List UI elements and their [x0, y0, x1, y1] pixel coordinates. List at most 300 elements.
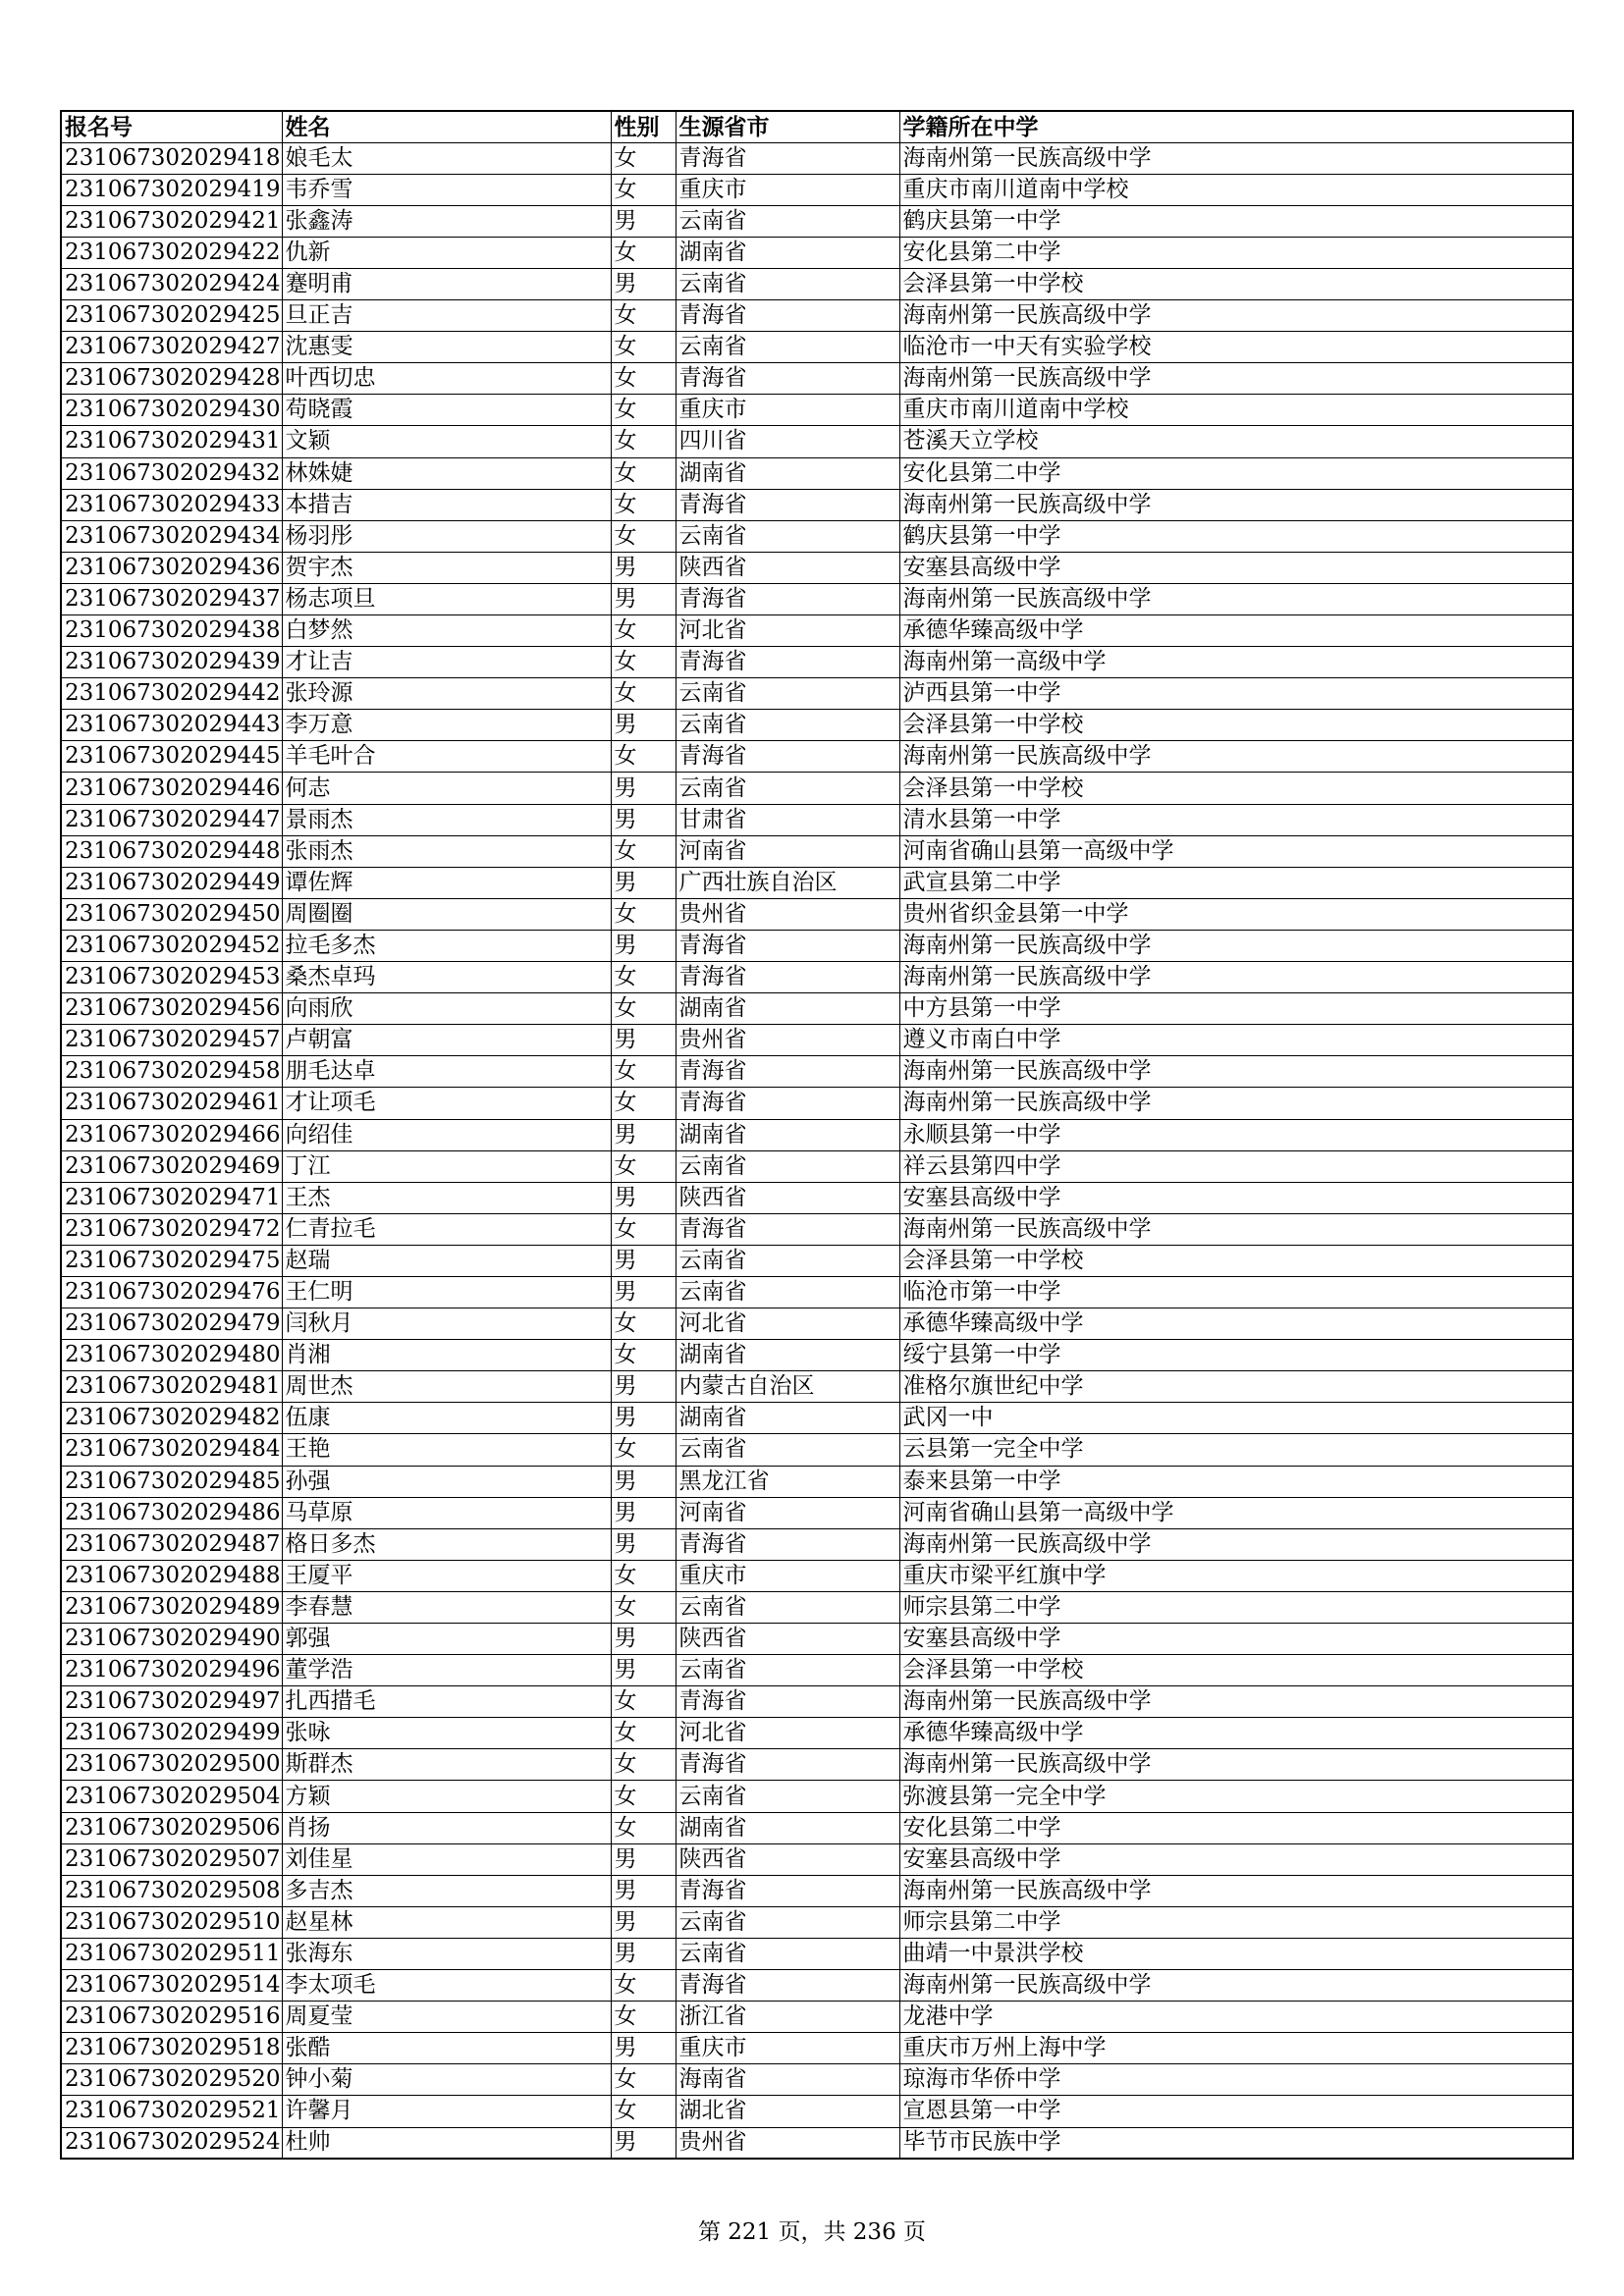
cell-registration-number: 231067302029428	[61, 363, 282, 395]
cell-school: 会泽县第一中学校	[899, 268, 1573, 299]
cell-name: 张玲源	[282, 678, 611, 710]
cell-school: 泸西县第一中学	[899, 678, 1573, 710]
table-row	[61, 993, 1573, 1025]
table-row	[61, 1749, 1573, 1781]
cell-registration-number: 231067302029520	[61, 2064, 282, 2096]
cell-registration-number: 231067302029449	[61, 867, 282, 898]
cell-gender: 男	[611, 1906, 676, 1938]
cell-school: 武宣县第二中学	[899, 867, 1573, 898]
cell-registration-number: 231067302029450	[61, 898, 282, 930]
cell-name: 羊毛叶合	[282, 741, 611, 773]
cell-school: 龙港中学	[899, 2002, 1573, 2033]
cell-school: 贵州省织金县第一中学	[899, 898, 1573, 930]
cell-school: 海南州第一民族高级中学	[899, 489, 1573, 520]
table-row	[61, 1875, 1573, 1906]
cell-registration-number: 231067302029521	[61, 2096, 282, 2127]
cell-registration-number: 231067302029486	[61, 1497, 282, 1528]
cell-school: 会泽县第一中学校	[899, 710, 1573, 741]
cell-school: 海南州第一民族高级中学	[899, 1088, 1573, 1119]
cell-school: 师宗县第二中学	[899, 1591, 1573, 1623]
cell-name: 王艳	[282, 1434, 611, 1466]
cell-school: 海南州第一民族高级中学	[899, 1749, 1573, 1781]
cell-school: 临沧市第一中学	[899, 1276, 1573, 1308]
cell-registration-number: 231067302029510	[61, 1906, 282, 1938]
cell-name: 扎西措毛	[282, 1686, 611, 1718]
cell-registration-number: 231067302029432	[61, 457, 282, 489]
cell-registration-number: 231067302029479	[61, 1308, 282, 1340]
cell-school: 会泽县第一中学校	[899, 1655, 1573, 1686]
table-row	[61, 1843, 1573, 1875]
cell-name: 张鑫涛	[282, 205, 611, 237]
header-registration-number: 报名号	[61, 111, 282, 142]
cell-school: 临沧市一中天有实验学校	[899, 332, 1573, 363]
cell-school: 安化县第二中学	[899, 457, 1573, 489]
cell-gender: 女	[611, 835, 676, 867]
cell-gender: 男	[611, 1119, 676, 1150]
table-row	[61, 898, 1573, 930]
cell-gender: 男	[611, 1025, 676, 1056]
cell-province: 云南省	[676, 332, 899, 363]
cell-name: 才让吉	[282, 647, 611, 678]
cell-province: 云南省	[676, 1655, 899, 1686]
cell-gender: 男	[611, 1403, 676, 1434]
cell-school: 海南州第一民族高级中学	[899, 142, 1573, 174]
cell-registration-number: 231067302029524	[61, 2127, 282, 2159]
cell-school: 海南州第一民族高级中学	[899, 363, 1573, 395]
cell-registration-number: 231067302029439	[61, 647, 282, 678]
table-row	[61, 237, 1573, 268]
cell-school: 鹤庆县第一中学	[899, 520, 1573, 552]
cell-name: 景雨杰	[282, 804, 611, 835]
cell-school: 准格尔旗世纪中学	[899, 1371, 1573, 1403]
cell-name: 张酷	[282, 2033, 611, 2064]
cell-province: 湖南省	[676, 1812, 899, 1843]
table-row	[61, 1938, 1573, 1969]
cell-name: 王仁明	[282, 1276, 611, 1308]
cell-province: 重庆市	[676, 174, 899, 205]
cell-name: 才让项毛	[282, 1088, 611, 1119]
cell-gender: 男	[611, 1655, 676, 1686]
cell-gender: 女	[611, 1591, 676, 1623]
table-row	[61, 142, 1573, 174]
cell-province: 湖南省	[676, 457, 899, 489]
cell-province: 青海省	[676, 1970, 899, 2002]
cell-gender: 男	[611, 1938, 676, 1969]
cell-school: 弥渡县第一完全中学	[899, 1781, 1573, 1812]
cell-gender: 女	[611, 1213, 676, 1245]
cell-province: 云南省	[676, 205, 899, 237]
cell-gender: 女	[611, 1781, 676, 1812]
cell-province: 重庆市	[676, 2033, 899, 2064]
table-row	[61, 773, 1573, 804]
cell-province: 青海省	[676, 142, 899, 174]
table-row	[61, 1119, 1573, 1150]
cell-province: 青海省	[676, 300, 899, 332]
cell-name: 李太项毛	[282, 1970, 611, 2002]
cell-province: 青海省	[676, 930, 899, 961]
cell-school: 安塞县高级中学	[899, 1624, 1573, 1655]
cell-gender: 女	[611, 1434, 676, 1466]
cell-school: 遵义市南白中学	[899, 1025, 1573, 1056]
table-row	[61, 1340, 1573, 1371]
cell-school: 祥云县第四中学	[899, 1150, 1573, 1182]
cell-name: 李春慧	[282, 1591, 611, 1623]
cell-school: 中方县第一中学	[899, 993, 1573, 1025]
table-row	[61, 1245, 1573, 1276]
cell-school: 会泽县第一中学校	[899, 1245, 1573, 1276]
cell-school: 承德华臻高级中学	[899, 1308, 1573, 1340]
cell-name: 方颖	[282, 1781, 611, 1812]
cell-registration-number: 231067302029452	[61, 930, 282, 961]
cell-registration-number: 231067302029461	[61, 1088, 282, 1119]
header-school: 学籍所在中学	[899, 111, 1573, 142]
cell-name: 旦正吉	[282, 300, 611, 332]
cell-registration-number: 231067302029490	[61, 1624, 282, 1655]
cell-school: 海南州第一民族高级中学	[899, 1875, 1573, 1906]
cell-school: 海南州第一民族高级中学	[899, 741, 1573, 773]
table-row	[61, 1308, 1573, 1340]
cell-province: 青海省	[676, 741, 899, 773]
cell-school: 海南州第一民族高级中学	[899, 583, 1573, 614]
cell-registration-number: 231067302029487	[61, 1528, 282, 1560]
cell-name: 沈惠雯	[282, 332, 611, 363]
cell-gender: 女	[611, 678, 676, 710]
cell-gender: 男	[611, 1843, 676, 1875]
cell-gender: 男	[611, 2127, 676, 2159]
cell-province: 青海省	[676, 1213, 899, 1245]
table-row	[61, 457, 1573, 489]
table-row	[61, 1624, 1573, 1655]
cell-province: 广西壮族自治区	[676, 867, 899, 898]
cell-province: 云南省	[676, 1906, 899, 1938]
table-row	[61, 1434, 1573, 1466]
cell-name: 张咏	[282, 1718, 611, 1749]
cell-gender: 男	[611, 1466, 676, 1497]
cell-name: 格日多杰	[282, 1528, 611, 1560]
cell-school: 海南州第一民族高级中学	[899, 1686, 1573, 1718]
cell-gender: 男	[611, 930, 676, 961]
cell-gender: 女	[611, 395, 676, 426]
cell-gender: 女	[611, 647, 676, 678]
cell-name: 张雨杰	[282, 835, 611, 867]
cell-school: 会泽县第一中学校	[899, 773, 1573, 804]
cell-name: 马草原	[282, 1497, 611, 1528]
cell-registration-number: 231067302029448	[61, 835, 282, 867]
cell-province: 内蒙古自治区	[676, 1371, 899, 1403]
cell-registration-number: 231067302029445	[61, 741, 282, 773]
cell-school: 海南州第一民族高级中学	[899, 1528, 1573, 1560]
table-row	[61, 1781, 1573, 1812]
table-row	[61, 1560, 1573, 1591]
table-row	[61, 678, 1573, 710]
cell-registration-number: 231067302029496	[61, 1655, 282, 1686]
table-row	[61, 2096, 1573, 2127]
cell-gender: 男	[611, 1497, 676, 1528]
cell-province: 湖南省	[676, 1340, 899, 1371]
cell-registration-number: 231067302029437	[61, 583, 282, 614]
cell-name: 郭强	[282, 1624, 611, 1655]
cell-name: 本措吉	[282, 489, 611, 520]
cell-province: 云南省	[676, 520, 899, 552]
table-row	[61, 268, 1573, 299]
cell-gender: 女	[611, 1749, 676, 1781]
cell-registration-number: 231067302029436	[61, 552, 282, 583]
cell-name: 赵瑞	[282, 1245, 611, 1276]
cell-gender: 男	[611, 552, 676, 583]
cell-registration-number: 231067302029514	[61, 1970, 282, 2002]
cell-gender: 女	[611, 1718, 676, 1749]
cell-gender: 女	[611, 426, 676, 457]
cell-name: 蹇明甫	[282, 268, 611, 299]
cell-school: 海南州第一民族高级中学	[899, 1056, 1573, 1088]
cell-registration-number: 231067302029456	[61, 993, 282, 1025]
cell-gender: 男	[611, 1371, 676, 1403]
cell-gender: 女	[611, 1340, 676, 1371]
table-row	[61, 1056, 1573, 1088]
cell-name: 杨羽彤	[282, 520, 611, 552]
cell-province: 陕西省	[676, 552, 899, 583]
cell-school: 海南州第一民族高级中学	[899, 930, 1573, 961]
table-row	[61, 1497, 1573, 1528]
table-row	[61, 615, 1573, 647]
table-row	[61, 1655, 1573, 1686]
cell-registration-number: 231067302029431	[61, 426, 282, 457]
cell-province: 青海省	[676, 962, 899, 993]
cell-province: 青海省	[676, 1088, 899, 1119]
cell-registration-number: 231067302029421	[61, 205, 282, 237]
cell-gender: 男	[611, 1624, 676, 1655]
cell-province: 青海省	[676, 1749, 899, 1781]
cell-province: 云南省	[676, 1781, 899, 1812]
table-row	[61, 1276, 1573, 1308]
cell-registration-number: 231067302029442	[61, 678, 282, 710]
cell-gender: 女	[611, 457, 676, 489]
cell-gender: 女	[611, 741, 676, 773]
table-row	[61, 647, 1573, 678]
cell-name: 向绍佳	[282, 1119, 611, 1150]
cell-province: 云南省	[676, 710, 899, 741]
cell-school: 鹤庆县第一中学	[899, 205, 1573, 237]
cell-province: 湖南省	[676, 1119, 899, 1150]
cell-province: 青海省	[676, 647, 899, 678]
cell-registration-number: 231067302029430	[61, 395, 282, 426]
cell-school: 重庆市万州上海中学	[899, 2033, 1573, 2064]
cell-gender: 男	[611, 1182, 676, 1213]
cell-school: 云县第一完全中学	[899, 1434, 1573, 1466]
cell-registration-number: 231067302029497	[61, 1686, 282, 1718]
table-row	[61, 205, 1573, 237]
cell-gender: 女	[611, 1686, 676, 1718]
cell-name: 张海东	[282, 1938, 611, 1969]
cell-gender: 女	[611, 142, 676, 174]
cell-gender: 女	[611, 332, 676, 363]
table-row	[61, 174, 1573, 205]
table-row	[61, 1213, 1573, 1245]
cell-school: 承德华臻高级中学	[899, 615, 1573, 647]
cell-gender: 男	[611, 268, 676, 299]
cell-registration-number: 231067302029485	[61, 1466, 282, 1497]
cell-province: 河北省	[676, 615, 899, 647]
cell-province: 青海省	[676, 1686, 899, 1718]
cell-name: 贺宇杰	[282, 552, 611, 583]
cell-registration-number: 231067302029446	[61, 773, 282, 804]
cell-school: 海南州第一民族高级中学	[899, 1970, 1573, 2002]
cell-name: 苟晓霞	[282, 395, 611, 426]
cell-registration-number: 231067302029425	[61, 300, 282, 332]
cell-name: 斯群杰	[282, 1749, 611, 1781]
table-row	[61, 1591, 1573, 1623]
cell-gender: 女	[611, 1812, 676, 1843]
cell-name: 文颖	[282, 426, 611, 457]
cell-gender: 女	[611, 300, 676, 332]
cell-province: 云南省	[676, 678, 899, 710]
cell-name: 拉毛多杰	[282, 930, 611, 961]
cell-province: 河北省	[676, 1718, 899, 1749]
cell-name: 何志	[282, 773, 611, 804]
cell-school: 宣恩县第一中学	[899, 2096, 1573, 2127]
cell-school: 重庆市南川道南中学校	[899, 395, 1573, 426]
cell-name: 王厦平	[282, 1560, 611, 1591]
cell-name: 多吉杰	[282, 1875, 611, 1906]
cell-gender: 男	[611, 1875, 676, 1906]
cell-name: 白梦然	[282, 615, 611, 647]
cell-registration-number: 231067302029422	[61, 237, 282, 268]
cell-gender: 女	[611, 962, 676, 993]
cell-gender: 男	[611, 583, 676, 614]
table-row	[61, 2127, 1573, 2159]
header-gender: 性别	[611, 111, 676, 142]
cell-province: 青海省	[676, 489, 899, 520]
cell-registration-number: 231067302029516	[61, 2002, 282, 2033]
cell-name: 王杰	[282, 1182, 611, 1213]
table-row	[61, 300, 1573, 332]
cell-gender: 女	[611, 2064, 676, 2096]
cell-school: 琼海市华侨中学	[899, 2064, 1573, 2096]
cell-registration-number: 231067302029507	[61, 1843, 282, 1875]
cell-school: 安化县第二中学	[899, 237, 1573, 268]
cell-registration-number: 231067302029424	[61, 268, 282, 299]
cell-name: 仁青拉毛	[282, 1213, 611, 1245]
table-row	[61, 1182, 1573, 1213]
cell-registration-number: 231067302029508	[61, 1875, 282, 1906]
cell-province: 贵州省	[676, 898, 899, 930]
cell-province: 云南省	[676, 1938, 899, 1969]
cell-province: 贵州省	[676, 2127, 899, 2159]
cell-name: 刘佳星	[282, 1843, 611, 1875]
cell-school: 安塞县高级中学	[899, 552, 1573, 583]
table-row	[61, 363, 1573, 395]
cell-registration-number: 231067302029499	[61, 1718, 282, 1749]
cell-school: 重庆市梁平红旗中学	[899, 1560, 1573, 1591]
table-row	[61, 395, 1573, 426]
table-row	[61, 1466, 1573, 1497]
cell-gender: 女	[611, 615, 676, 647]
cell-school: 曲靖一中景洪学校	[899, 1938, 1573, 1969]
table-row	[61, 1718, 1573, 1749]
cell-registration-number: 231067302029518	[61, 2033, 282, 2064]
cell-name: 林姝婕	[282, 457, 611, 489]
table-row	[61, 1528, 1573, 1560]
cell-name: 周圈圈	[282, 898, 611, 930]
table-body	[61, 142, 1573, 2159]
cell-registration-number: 231067302029489	[61, 1591, 282, 1623]
table-header-row	[61, 111, 1573, 142]
cell-school: 绥宁县第一中学	[899, 1340, 1573, 1371]
cell-school: 泰来县第一中学	[899, 1466, 1573, 1497]
cell-name: 叶西切忠	[282, 363, 611, 395]
cell-gender: 女	[611, 237, 676, 268]
cell-registration-number: 231067302029434	[61, 520, 282, 552]
cell-school: 毕节市民族中学	[899, 2127, 1573, 2159]
cell-province: 湖南省	[676, 237, 899, 268]
cell-province: 浙江省	[676, 2002, 899, 2033]
table-row	[61, 1906, 1573, 1938]
cell-gender: 男	[611, 867, 676, 898]
cell-name: 卢朝富	[282, 1025, 611, 1056]
cell-gender: 女	[611, 1150, 676, 1182]
cell-registration-number: 231067302029447	[61, 804, 282, 835]
cell-province: 云南省	[676, 1434, 899, 1466]
cell-registration-number: 231067302029504	[61, 1781, 282, 1812]
cell-registration-number: 231067302029453	[61, 962, 282, 993]
cell-name: 向雨欣	[282, 993, 611, 1025]
cell-registration-number: 231067302029476	[61, 1276, 282, 1308]
cell-gender: 女	[611, 2002, 676, 2033]
cell-name: 李万意	[282, 710, 611, 741]
cell-registration-number: 231067302029472	[61, 1213, 282, 1245]
cell-school: 河南省确山县第一高级中学	[899, 835, 1573, 867]
cell-registration-number: 231067302029469	[61, 1150, 282, 1182]
cell-province: 云南省	[676, 1245, 899, 1276]
cell-name: 闫秋月	[282, 1308, 611, 1340]
cell-registration-number: 231067302029438	[61, 615, 282, 647]
table-row	[61, 835, 1573, 867]
cell-registration-number: 231067302029433	[61, 489, 282, 520]
table-row	[61, 2064, 1573, 2096]
cell-province: 陕西省	[676, 1624, 899, 1655]
cell-school: 海南州第一民族高级中学	[899, 1213, 1573, 1245]
cell-registration-number: 231067302029471	[61, 1182, 282, 1213]
table-row	[61, 2002, 1573, 2033]
cell-gender: 女	[611, 1308, 676, 1340]
table-row	[61, 1686, 1573, 1718]
cell-province: 云南省	[676, 268, 899, 299]
cell-gender: 男	[611, 2033, 676, 2064]
cell-name: 肖扬	[282, 1812, 611, 1843]
cell-province: 黑龙江省	[676, 1466, 899, 1497]
table-row	[61, 426, 1573, 457]
cell-province: 云南省	[676, 773, 899, 804]
table-row	[61, 583, 1573, 614]
cell-name: 肖湘	[282, 1340, 611, 1371]
cell-registration-number: 231067302029482	[61, 1403, 282, 1434]
cell-gender: 女	[611, 174, 676, 205]
cell-province: 云南省	[676, 1150, 899, 1182]
cell-name: 杜帅	[282, 2127, 611, 2159]
cell-registration-number: 231067302029466	[61, 1119, 282, 1150]
cell-registration-number: 231067302029457	[61, 1025, 282, 1056]
cell-gender: 女	[611, 1056, 676, 1088]
cell-province: 青海省	[676, 583, 899, 614]
cell-school: 河南省确山县第一高级中学	[899, 1497, 1573, 1528]
cell-name: 韦乔雪	[282, 174, 611, 205]
cell-gender: 女	[611, 898, 676, 930]
cell-name: 丁江	[282, 1150, 611, 1182]
cell-province: 湖南省	[676, 1403, 899, 1434]
cell-province: 青海省	[676, 1528, 899, 1560]
cell-registration-number: 231067302029488	[61, 1560, 282, 1591]
cell-name: 朋毛达卓	[282, 1056, 611, 1088]
